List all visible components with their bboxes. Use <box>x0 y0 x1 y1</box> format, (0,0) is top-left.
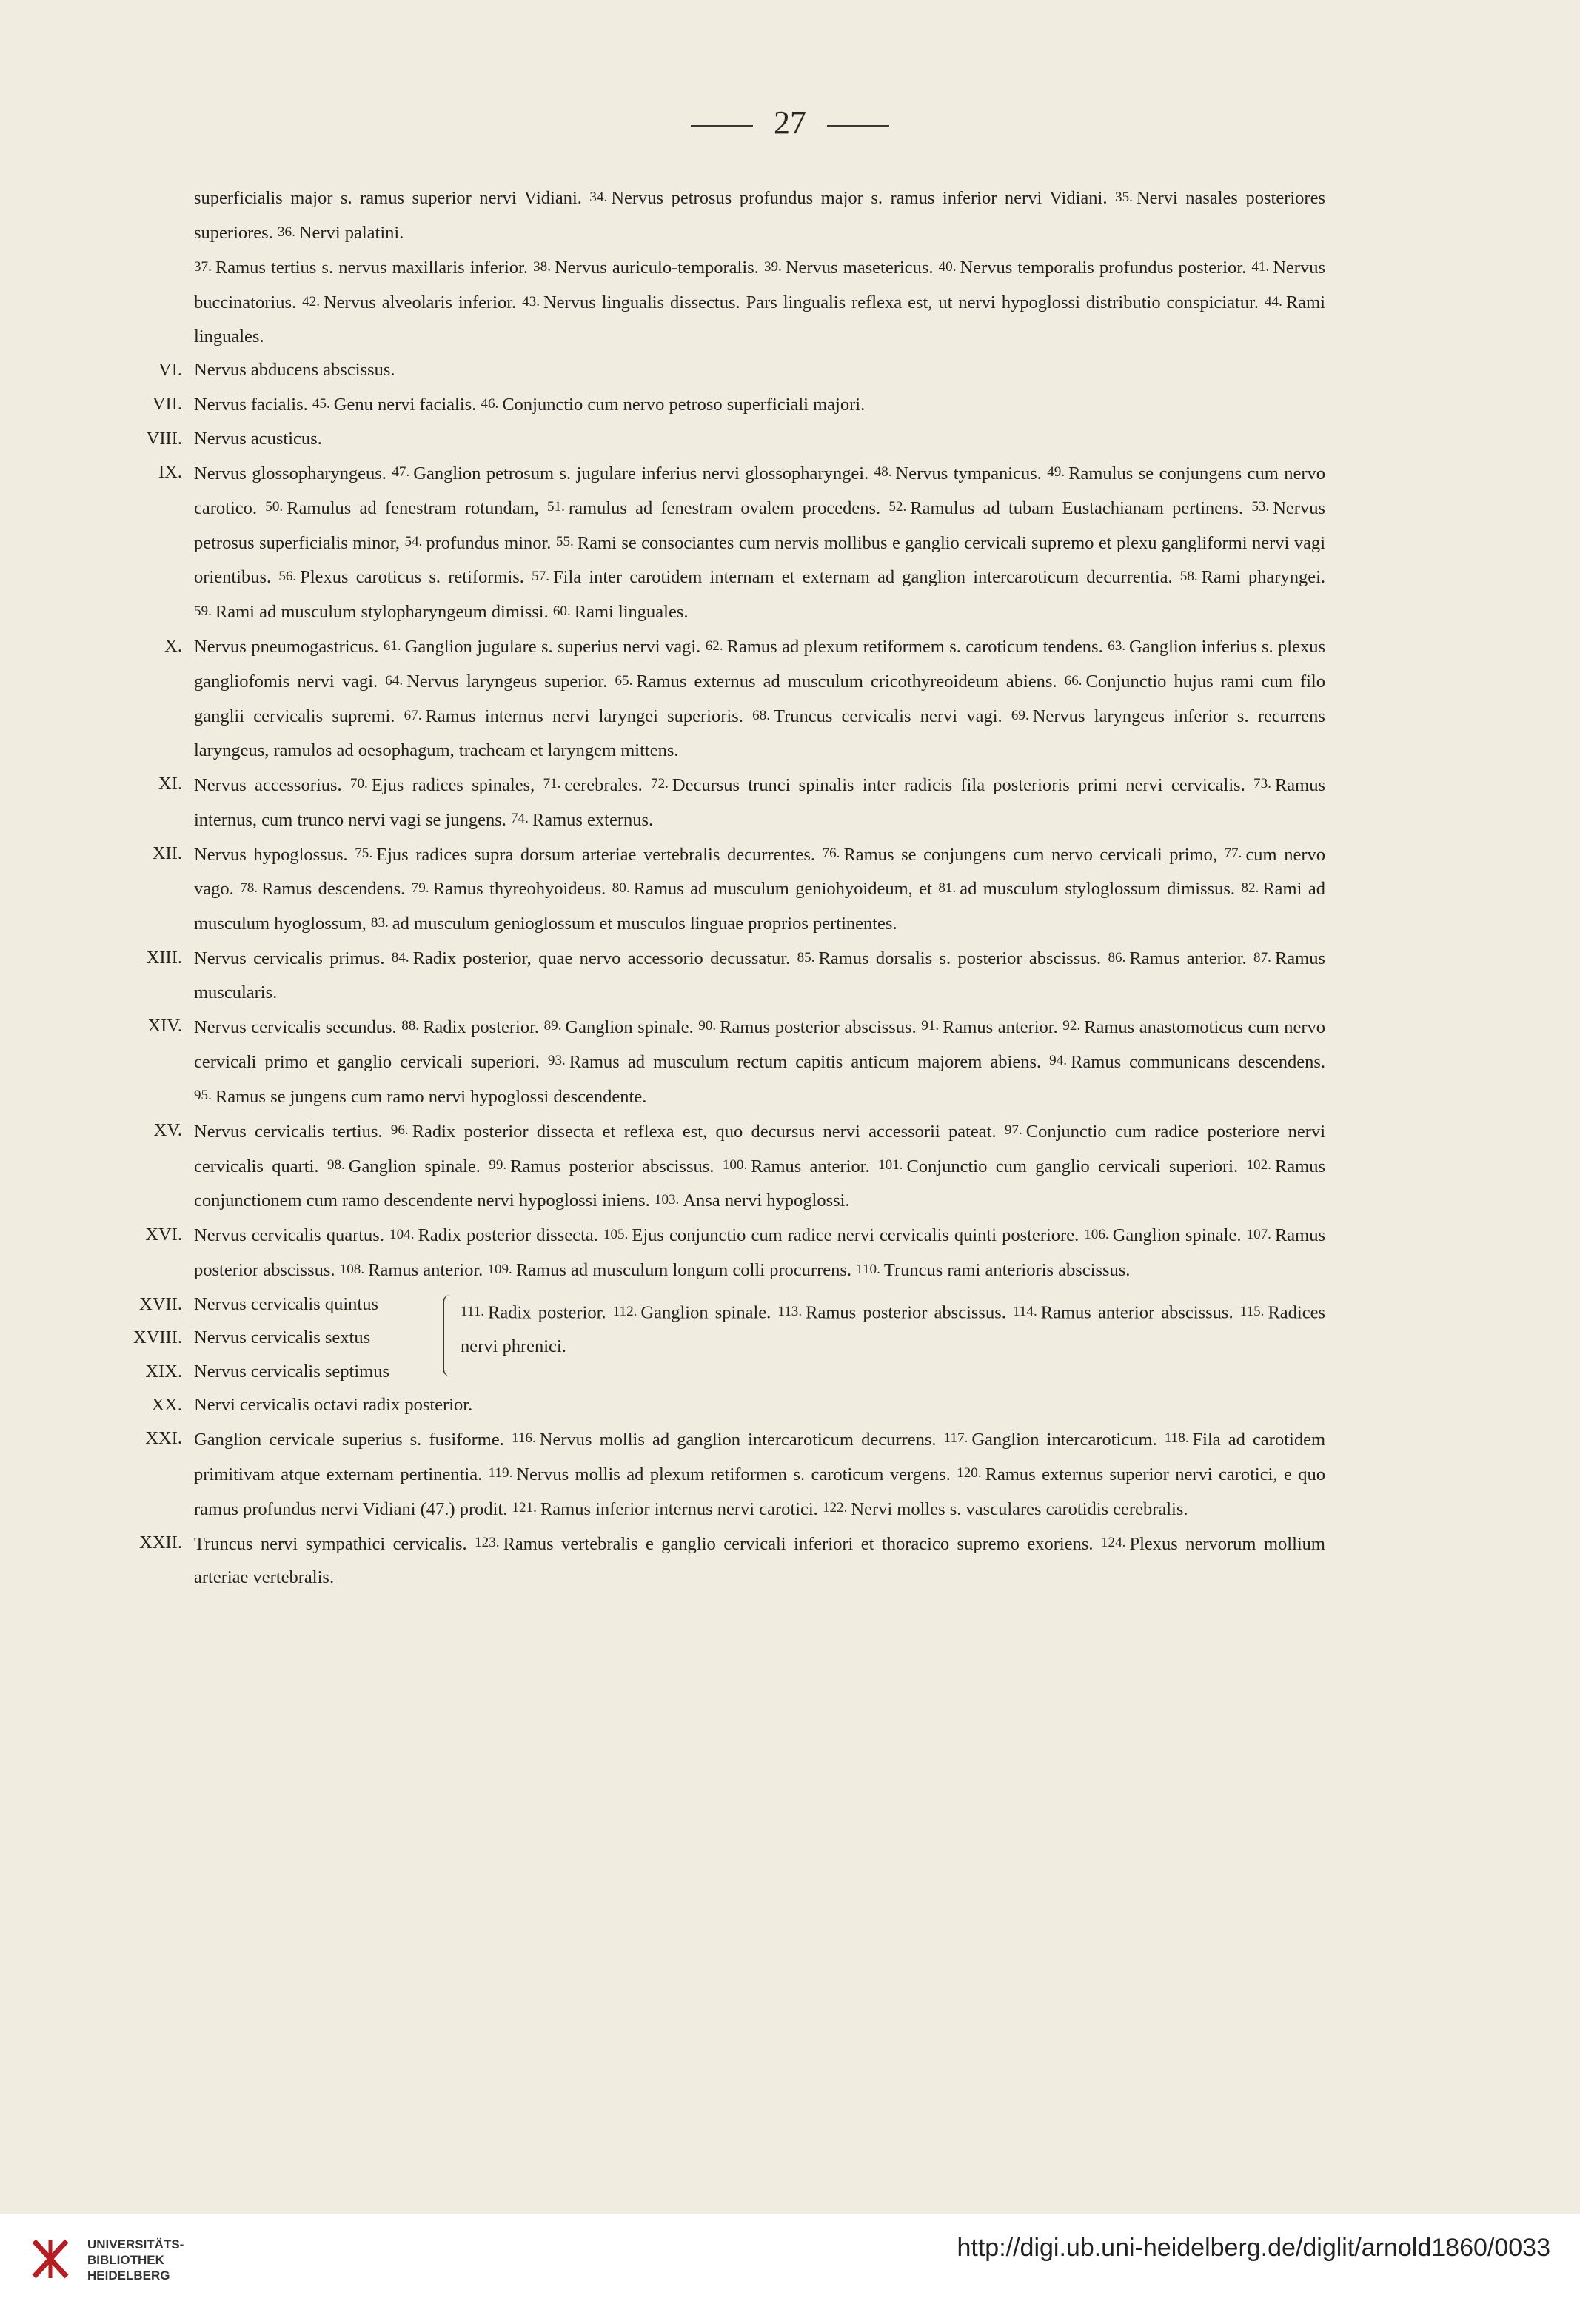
library-line-3: HEIDELBERG <box>87 2268 170 2283</box>
roman-numeral: XXI. <box>145 1428 182 1449</box>
roman-numeral: X. <box>164 635 182 656</box>
roman-numeral: XVIII. <box>133 1327 182 1348</box>
roman-numeral: VI. <box>158 360 182 381</box>
entry-list-after <box>111 1388 1325 1595</box>
entry-text: Nervus hypoglossus. 75. Ejus radices supra dorsum arteriae vertebralis decurrentes. 76. Ramus se conjungens cum nervo cervicali primo, 77. cum nervo vago. 78. Ramus descendens. 79. Ramus thyreohyoideus. 80. Ramus ad musculum geniohyoideum, et 81. ad musculum styloglossum dimissus. 82. Rami ad musculum hyoglossum, 83. ad musculum genioglossum et musculos linguae proprios pertinentes. <box>194 844 1325 934</box>
entry-text: Nervus facialis. 45. Genu nervi facialis. 46. Conjunctio cum nervo petroso superficiali majori. <box>194 395 866 415</box>
roman-numeral: IX. <box>158 462 182 483</box>
roman-numeral: XI. <box>158 774 182 794</box>
legend-entry <box>111 387 1325 422</box>
legend-entry <box>111 1388 1325 1422</box>
group-name: Nervus cervicalis quintus <box>194 1293 379 1314</box>
library-name <box>87 2237 184 2283</box>
roman-numeral: XII. <box>152 843 182 864</box>
dash-right <box>827 125 889 127</box>
entry-text: Nervus cervicalis secundus. 88. Radix posterior. 89. Ganglion spinale. 90. Ramus posterior abscissus. 91. Ramus anterior. 92. Ramus anastomoticus cum nervo cervicali primo et ganglio cervicali superiori. 93. Ramus ad musculum rectum capitis anticum majorem abiens. 94. Ramus communicans descendens. 95. Ramus se jungens cum ramo nervi hypoglossi descendente. <box>194 1017 1325 1107</box>
entry-text: Nervus abducens abscissus. <box>194 360 395 381</box>
legend-entry <box>111 1218 1325 1287</box>
roman-numeral: XX. <box>151 1394 182 1415</box>
entry-text: Nervus acusticus. <box>194 428 322 449</box>
legend-entry <box>111 353 1325 387</box>
source-url[interactable]: http://digi.ub.uni-heidelberg.de/diglit/arnold1860/0033 <box>957 2234 1550 2262</box>
legend-entry <box>111 1009 1325 1114</box>
legend-entry <box>111 250 1325 353</box>
entry-text: Nervus glossopharyngeus. 47. Ganglion petrosum s. jugulare inferius nervi glossopharyngei. 48. Nervus tympanicus. 49. Ramulus se conjungens cum nervo carotico. 50. Ramulus ad fenestram rotundam, 51. ramulus ad fenestram ovalem procedens. 52. Ramulus ad tubam Eustachianam pertinens. 53. Nervus petrosus superficialis minor, 54. profundus minor. 55. Rami se consociantes cum nervis mollibus e ganglio cervicali supremo et plexu gangliformi nervi vagi orientibus. 56. Plexus caroticus s. retiformis. 57. Fila inter carotidem internam et externam ad ganglion intercaroticum decurrentia. 58. Rami pharyngei. 59. Rami ad musculum stylopharyngeum dimissi. 60. Rami linguales. <box>194 463 1326 623</box>
legend-entry <box>111 455 1325 629</box>
group-shared-text: 111. Radix posterior. 112. Ganglion spinale. 113. Ramus posterior abscissus. 114. Ramus anterior abscissus. 115. Radices nervi phrenici. <box>461 1302 1326 1356</box>
entry-text: Truncus nervi sympathici cervicalis. 123. Ramus vertebralis e ganglio cervicali inferiori et thoracico supremo exoriens. 124. Plexus nervorum mollium arteriae vertebralis. <box>194 1533 1325 1588</box>
legend-entry <box>111 837 1325 941</box>
entry-text: Nervus pneumogastricus. 61. Ganglion jugulare s. superius nervi vagi. 62. Ramus ad plexum retiformem s. caroticum tendens. 63. Ganglion inferius s. plexus gangliofomis nervi vagi. 64. Nervus laryngeus superior. 65. Ramus externus ad musculum cricothyreoideum abiens. 66. Conjunctio hujus rami cum filo ganglii cervicalis supremi. 67. Ramus internus nervi laryngei superioris. 68. Truncus cervicalis nervi vagi. 69. Nervus laryngeus inferior s. recurrens laryngeus, ramulos ad oesophagum, tracheam et laryngem mittens. <box>194 637 1325 760</box>
legend-entry <box>111 629 1325 767</box>
group-romans <box>111 1287 182 1389</box>
roman-numeral: XVII. <box>139 1293 182 1314</box>
footer <box>0 2214 1580 2324</box>
legend-entry <box>111 1114 1325 1218</box>
legend-text <box>111 181 1325 1595</box>
library-line-1: UNIVERSITÄTS- <box>87 2237 184 2251</box>
page-number-line <box>0 104 1580 141</box>
legend-entry <box>111 1421 1325 1526</box>
entry-text: Ganglion cervicale superius s. fusiforme. 116. Nervus mollis ad ganglion intercaroticum decurrens. 117. Ganglion intercaroticum. 118. Fila ad carotidem primitivam atque externam pertinentia. 119. Nervus mollis ad plexum retiformen s. caroticum vergens. 120. Ramus externus superior nervi carotici, e quo ramus profundus nervi Vidiani (47.) prodit. 121. Ramus inferior internus nervi carotici. 122. Nervi molles s. vasculares carotidis cerebralis. <box>194 1429 1325 1519</box>
entry-text: superficialis major s. ramus superior nervi Vidiani. 34. Nervus petrosus profundus major s. ramus inferior nervi Vidiani. 35. Nervi nasales posteriores superiores. 36. Nervi palatini. <box>194 188 1325 244</box>
roman-numeral: XIII. <box>146 947 182 968</box>
entry-text: 37. Ramus tertius s. nervus maxillaris inferior. 38. Nervus auriculo-temporalis. 39. Nervus masetericus. 40. Nervus temporalis profundus posterior. 41. Nervus buccinatorius. 42. Nervus alveolaris inferior. 43. Nervus lingualis dissectus. Pars lingualis reflexa est, ut nervi hypoglossi distributio conspiciatur. 44. Rami linguales. <box>194 258 1325 346</box>
legend-entry <box>111 941 1325 1009</box>
entry-text: Nervi cervicalis octavi radix posterior. <box>194 1394 473 1415</box>
roman-numeral: VIII. <box>146 428 182 449</box>
brace <box>443 1295 455 1376</box>
roman-numeral: VII. <box>152 393 182 414</box>
legend-entry <box>111 1526 1325 1594</box>
library-logo-icon <box>30 2235 71 2283</box>
legend-entry <box>111 422 1325 456</box>
entry-text: Nervus cervicalis quartus. 104. Radix posterior dissecta. 105. Ejus conjunctio cum radice nervi cervicalis quinti posteriore. 106. Ganglion spinale. 107. Ramus posterior abscissus. 108. Ramus anterior. 109. Ramus ad musculum longum colli procurrens. 110. Truncus rami anterioris abscissus. <box>194 1225 1326 1281</box>
dash-left <box>691 125 753 127</box>
group-name: Nervus cervicalis septimus <box>194 1361 389 1382</box>
roman-numeral: XV. <box>153 1120 182 1141</box>
roman-numeral: XXII. <box>139 1533 182 1553</box>
roman-numeral: XVI. <box>145 1224 182 1245</box>
library-line-2: BIBLIOTHEK <box>87 2253 164 2267</box>
legend-entry <box>111 181 1325 250</box>
entry-text: Nervus accessorius. 70. Ejus radices spinales, 71. cerebrales. 72. Decursus trunci spinalis inter radicis fila posterioris primi nervi cervicalis. 73. Ramus internus, cum trunco nervi vagi se jungens. 74. Ramus externus. <box>194 774 1325 830</box>
page-number: 27 <box>774 104 806 141</box>
group-names <box>194 1287 431 1389</box>
entry-text: Nervus cervicalis primus. 84. Radix posterior, quae nervo accessorio decussatur. 85. Ramus dorsalis s. posterior abscissus. 86. Ramus anterior. 87. Ramus muscularis. <box>194 948 1325 1002</box>
group-name: Nervus cervicalis sextus <box>194 1327 371 1348</box>
roman-numeral: XIV. <box>147 1016 182 1037</box>
entry-list <box>111 181 1325 1287</box>
entry-text: Nervus cervicalis tertius. 96. Radix posterior dissecta et reflexa est, quo decursus nervi accessorii pateat. 97. Conjunctio cum radice posteriore nervi cervicalis quarti. 98. Ganglion spinale. 99. Ramus posterior abscissus. 100. Ramus anterior. 101. Conjunctio cum ganglio cervicali superiori. 102. Ramus conjunctionem cum ramo descendente nervi hypoglossi iniens. 103. Ansa nervi hypoglossi. <box>194 1121 1326 1211</box>
entry-group-xvii-xix <box>111 1287 1325 1388</box>
roman-numeral: XIX. <box>145 1361 182 1382</box>
legend-entry <box>111 767 1325 837</box>
